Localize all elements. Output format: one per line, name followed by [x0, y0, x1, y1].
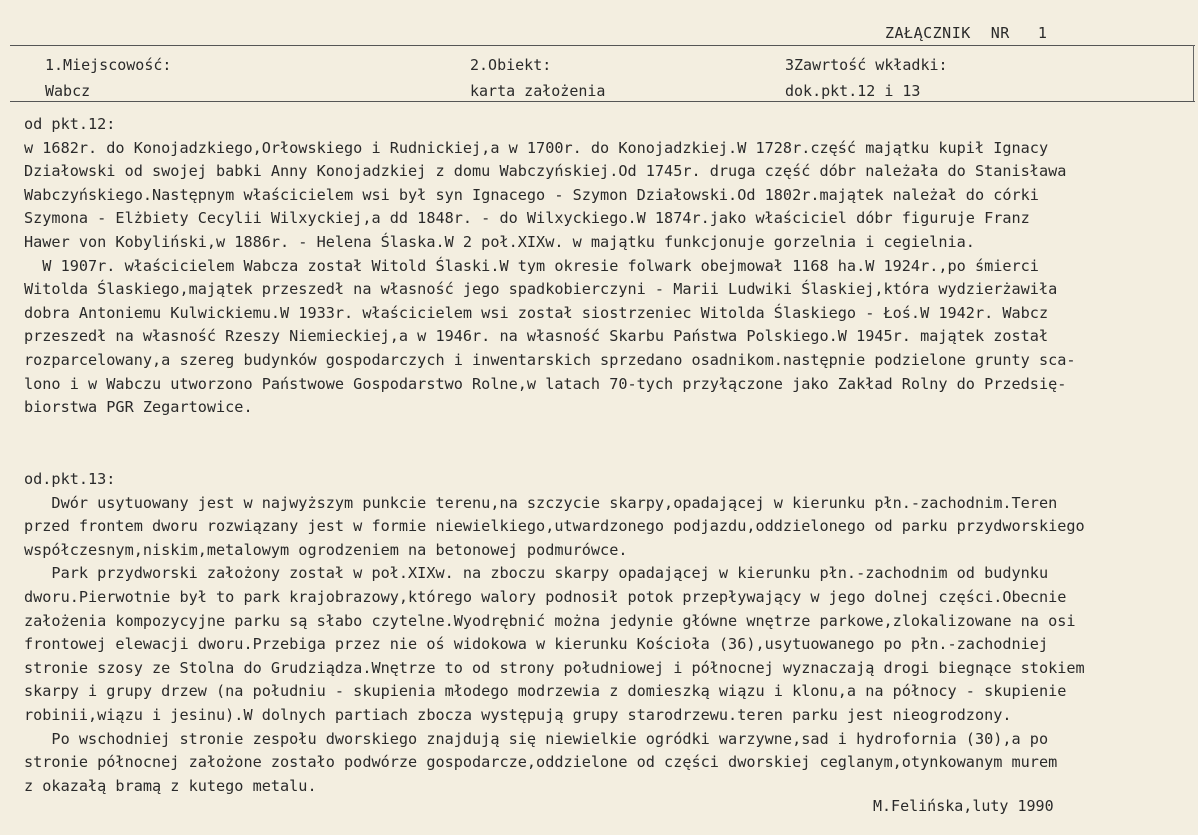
annex-title: ZAŁĄCZNIK [885, 24, 971, 42]
contents-label: 3Zawrtość wkładki: [785, 56, 948, 74]
text-line: dworu.Pierwotnie był to park krajobrazowy,którego walory podnosił potok przepływający w jego dolnej części.Obecnie [24, 587, 1067, 606]
location-value: Wabcz [45, 82, 91, 100]
text-line: robinii,wiązu i jesinu).W dolnych partiach zbocza występują grupy starodrzewu.teren parku jest nieogrodzony. [24, 705, 1012, 724]
text-line: Szymona - Elżbiety Cecylii Wilxyckiej,a dd 1848r. - do Wilxyckiego.W 1874r.jako właściciel dóbr figuruje Franz [24, 209, 1030, 228]
text-line: skarpy i grupy drzew (na południu - skupienia młodego modrzewia z domieszką wiązu i klonu,a na północy - skupienie [24, 682, 1067, 701]
text-line: stronie szosy ze Stolna do Grudziądza.Wnętrze to od strony południowej i północnej wyznaczają drogi biegnące stokiem [24, 658, 1085, 677]
object-label: 2.Obiekt: [470, 56, 552, 74]
text-line: Wabczyńskiego.Następnym właścicielem wsi był syn Ignacego - Szymon Działowski.Od 1802r.majątek należał do córki [24, 185, 1039, 204]
section-heading: od.pkt.13: [24, 470, 116, 488]
location-label: 1.Miejscowość: [45, 56, 172, 74]
header-object [470, 56, 605, 100]
text-line: Park przydworski założony został w poł.XIXw. na zboczu skarpy opadającej w kierunku płn.-zachodnim od budynku [24, 564, 1049, 583]
top-divider [10, 45, 1195, 46]
text-line: z okazałą bramą z kutego metalu. [24, 776, 317, 795]
section-point-12 [24, 113, 1194, 420]
text-line: Witolda Ślaskiego,majątek przeszedł na własność jego spadkobierczyni - Marii Ludwiki Ślaskiej,która wydzierżawiła [24, 280, 1058, 299]
annex-label [885, 24, 1047, 42]
text-line: współczesnym,niskim,metalowym ogrodzeniem na betonowej podmurówce. [24, 540, 628, 559]
text-line: Po wschodniej stronie zespołu dworskiego znajdują się niewielkie ogródki warzywne,sad i hydrofornia (30),a po [24, 729, 1049, 748]
header-location [45, 56, 171, 100]
text-line: W 1907r. właścicielem Wabcza został Witold Ślaski.W tym okresie folwark obejmował 1168 ha.W 1924r.,po śmierci [24, 256, 1039, 275]
header-divider [10, 101, 1195, 102]
section-point-13 [24, 468, 1194, 798]
text-line: w 1682r. do Konojadzkiego,Orłowskiego i Rudnickiej,a w 1700r. do Konojadzkiej.W 1728r.część majątku kupił Ignacy [24, 138, 1049, 157]
contents-value: dok.pkt.12 i 13 [785, 82, 921, 100]
text-line: dobra Antoniemu Kulwickiemu.W 1933r. właścicielem wsi został siostrzeniec Witolda Ślaskiego - Łoś.W 1942r. Wabcz [24, 303, 1049, 322]
text-line: rozparcelowany,a szereg budynków gospodarczych i inwentarskich sprzedano osadnikom.następnie podzielone grunty sca- [24, 350, 1076, 369]
section-heading: od pkt.12: [24, 115, 116, 133]
header-contents [785, 56, 948, 100]
annex-number: 1 [1037, 24, 1048, 42]
text-line: stronie północnej założone zostało podwórze gospodarcze,oddzielone od części dworskiej ceglanym,otynkowanym murem [24, 753, 1058, 772]
object-value: karta założenia [470, 82, 606, 100]
text-line: Działowski od swojej babki Anny Konojadzkiej z domu Wabczyńskiej.Od 1745r. druga część dóbr należała do Stanisława [24, 162, 1067, 181]
text-line: frontowej elewacji dworu.Przebiga przez nie oś widokowa w kierunku Kościoła (36),usytuowanego po płn.-zachodniej [24, 635, 1049, 654]
text-line: Dwór usytuowany jest w najwyższym punkcie terenu,na szczycie skarpy,opadającej w kierunku płn.-zachodnim.Teren [24, 493, 1058, 512]
signature: M.Felińska,luty 1990 [873, 797, 1054, 815]
text-line: lono i w Wabczu utworzono Państwowe Gospodarstwo Rolne,w latach 70-tych przyłączone jako Zakład Rolny do Przedsię- [24, 374, 1067, 393]
text-line: przeszedł na własność Rzeszy Niemieckiej,a w 1946r. na własność Skarbu Państwa Polskiego.W 1945r. majątek został [24, 327, 1049, 346]
text-line: założenia kompozycyjne parku są słabo czytelne.Wyodrębnić można jedynie główne wnętrze parkowe,zlokalizowane na osi [24, 611, 1076, 630]
text-line: Hawer von Kobyliński,w 1886r. - Helena Ślaska.W 2 poł.XIXw. w majątku funkcjonuje gorzelnia i cegielnia. [24, 232, 975, 251]
annex-nr: NR [990, 24, 1010, 42]
right-border [1193, 45, 1194, 102]
text-line: przed frontem dworu rozwiązany jest w formie niewielkiego,utwardzonego podjazdu,oddzielonego od parku przydworskiego [24, 517, 1085, 536]
text-line: biorstwa PGR Zegartowice. [24, 398, 253, 417]
